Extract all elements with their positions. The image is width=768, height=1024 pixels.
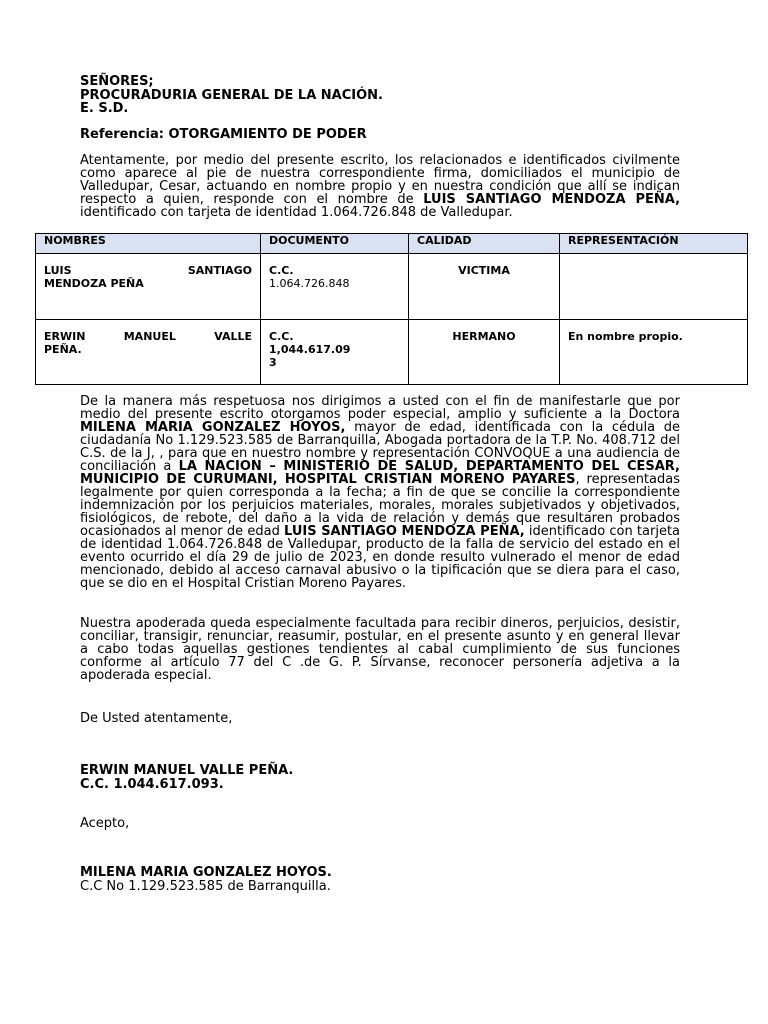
cell-document xyxy=(261,254,409,320)
body-text-3: , representadas legalmente por quien corresponda a la fecha; a fin de que se concilie la correspondiente indemnización por los perjuicios materiales, morales, morales subjetivados y objetivados, fisiológicos, de rebote, del daño a la vida de relación y demás que resultaren probados ocasionados al menor de edad xyxy=(80,472,680,539)
faculties-paragraph: Nuestra apoderada queda especialmente facultada para recibir dineros, perjuicios, desistir, conciliar, transigir, renunciar, reasumir, postular, en el presente asunto y en general llevar a cabo todas aquellas gestiones tendientes al cabal cumplimiento de sus funciones conforme al artículo 77 del C .de G. P. Sírvanse, reconocer personería adjetiva a la apoderada especial. xyxy=(80,616,680,683)
cell-representation xyxy=(560,254,748,320)
closing-line: De Usted atentamente, xyxy=(80,711,233,726)
table-header-row xyxy=(36,234,748,254)
header-names: NOMBRES xyxy=(36,234,261,254)
doc-number-wrap: 3 xyxy=(269,356,277,369)
attorney-name: MILENA MARIA GONZALEZ HOYOS, xyxy=(80,420,346,435)
doc-number: 1.064.726.848 xyxy=(269,277,350,290)
body-text-1: De la manera más respetuosa nos dirigimos a usted con el fin de manifestarle que por medio del presente escrito otorgamos poder especial, amplio y suficiente a la Doctora xyxy=(80,394,680,422)
intro-text-2: identificado con tarjeta de identidad 1.064.726.848 de Valledupar. xyxy=(80,205,513,220)
cell-quality: HERMANO xyxy=(409,320,560,385)
grantor-id: C.C. 1.044.617.093. xyxy=(80,777,224,792)
header-quality: CALIDAD xyxy=(409,234,560,254)
table-row xyxy=(36,254,748,320)
cell-name xyxy=(36,254,261,320)
cell-name xyxy=(36,320,261,385)
addressee-block xyxy=(80,75,383,116)
power-grant-paragraph xyxy=(80,395,680,590)
table-row xyxy=(36,320,748,385)
header-representation: REPRESENTACIÓN xyxy=(560,234,748,254)
intro-paragraph xyxy=(80,154,680,219)
signature-block-grantor xyxy=(80,764,293,792)
body-text-2: mayor de edad, identificada con la cédula de ciudadanía No 1.129.523.585 de Barranquilla, Abogada portadora de la T.P. No. 408.712 del C.S. de la J, , para que en nuestro nombre y representación CONVOQUE a una audiencia de conciliación a xyxy=(80,420,681,474)
attorney-signature-name: MILENA MARIA GONZALEZ HOYOS. xyxy=(80,865,332,880)
name-line-2: MENDOZA PEÑA xyxy=(44,277,144,290)
name-line-1: LUIS SANTIAGO xyxy=(44,264,252,277)
addressee-line-3: E. S.D. xyxy=(80,101,129,116)
addressee-line-1: SEÑORES; xyxy=(80,74,154,89)
acceptance-line: Acepto, xyxy=(80,816,130,831)
convoked-entities: LA NACION – MINISTERIO DE SALUD, DEPARTAMENTO DEL CESAR, MUNICIPIO DE CURUMANI, HOSPITAL CRISTIAN MORENO PAYARES xyxy=(80,459,680,487)
header-document: DOCUMENTO xyxy=(261,234,409,254)
minor-name: LUIS SANTIAGO MENDOZA PEÑA, xyxy=(284,524,525,539)
cell-representation: En nombre propio. xyxy=(560,320,748,385)
attorney-signature-id: C.C No 1.129.523.585 de Barranquilla. xyxy=(80,879,331,894)
intro-minor-name: LUIS SANTIAGO MENDOZA PEÑA, xyxy=(423,192,681,207)
grantor-name: ERWIN MANUEL VALLE PEÑA. xyxy=(80,763,294,778)
cell-quality: VICTIMA xyxy=(409,254,560,320)
addressee-line-2: PROCURADURIA GENERAL DE LA NACIÓN. xyxy=(80,87,383,103)
body-text-4: identificado con tarjeta de identidad 1.064.726.848 de Valledupar, producto de la falla de servicio del estado en el evento ocurrido el día 29 de julio de 2023, en donde resulto vulnerado el menor de edad mencionado, debido al acceso carnaval abusivo o la tipificación que se diera para el caso, que se dio en el Hospital Cristian Moreno Payares. xyxy=(80,524,681,591)
cell-document xyxy=(261,320,409,385)
reference-line: Referencia: OTORGAMIENTO DE PODER xyxy=(80,127,367,142)
doc-number: 1,044.617.09 xyxy=(269,343,351,356)
parties-table xyxy=(35,233,748,385)
doc-type: C.C. xyxy=(269,264,294,277)
intro-text-1: Atentamente, por medio del presente escrito, los relacionados e identificados civilmente como aparece al pie de nuestra correspondiente firma, domiciliados el municipio de Valledupar, Cesar, actuando en nombre propio y en nuestra condición que allí se indican respecto a quien, responde con el nombre de xyxy=(80,153,680,207)
signature-block-attorney xyxy=(80,866,332,894)
doc-type: C.C. xyxy=(269,330,294,343)
name-line-1: ERWIN MANUEL VALLE xyxy=(44,330,252,343)
name-line-2: PEÑA. xyxy=(44,343,82,356)
